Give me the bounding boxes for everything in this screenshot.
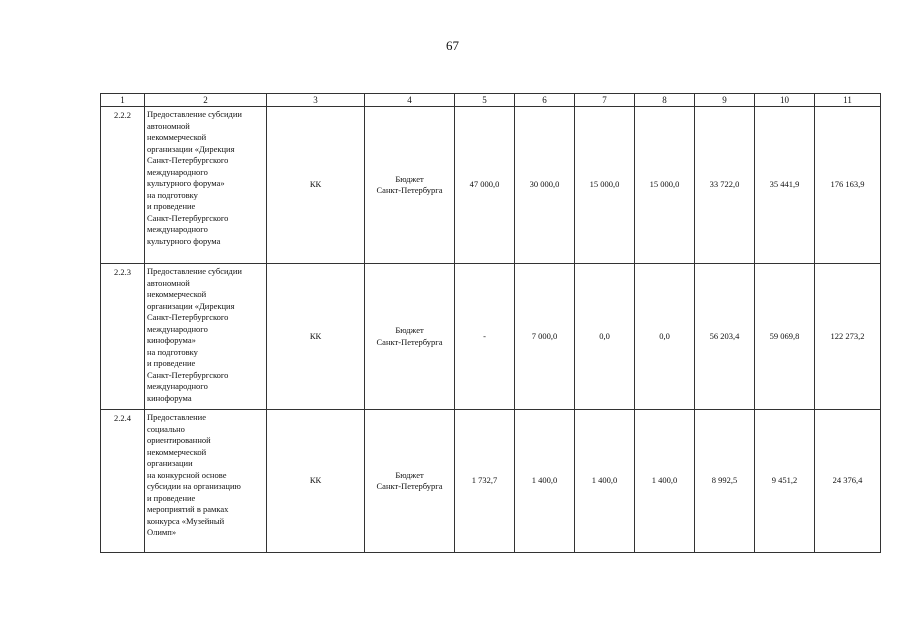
description-line: некоммерческой <box>147 446 207 457</box>
column-header-7: 7 <box>575 94 635 107</box>
column-header-2: 2 <box>145 94 267 107</box>
table-row <box>101 107 881 264</box>
row-code: 2.2.3 <box>101 264 145 410</box>
executor-cell: КК <box>267 107 365 264</box>
value-cell-11: 122 273,2 <box>815 264 881 410</box>
description-line: Олимп» <box>147 527 177 537</box>
value-cell-10: 59 069,8 <box>755 264 815 410</box>
value-cell-7: 0,0 <box>575 264 635 410</box>
value-cell-10: 35 441,9 <box>755 107 815 264</box>
funding-source-line: Бюджет <box>395 173 424 184</box>
column-header-3: 3 <box>267 94 365 107</box>
description-line: на подготовку <box>147 346 198 357</box>
value-cell-6: 30 000,0 <box>515 107 575 264</box>
description-line: Предоставление субсидии <box>147 266 242 276</box>
description-line: международного <box>147 224 208 234</box>
description-line: на подготовку <box>147 189 198 200</box>
value-cell-7: 15 000,0 <box>575 107 635 264</box>
description-line: Санкт-Петербургского <box>147 369 229 380</box>
description-line: ориентированной <box>147 435 211 445</box>
row-description <box>145 264 267 410</box>
description-line: на конкурсной основе <box>147 469 227 480</box>
value-cell-8: 0,0 <box>635 264 695 410</box>
description-line: субсидии на организацию <box>147 481 241 491</box>
row-description <box>145 107 267 264</box>
description-line: международного <box>147 323 208 334</box>
executor-cell: КК <box>267 410 365 553</box>
funding-source-cell <box>365 410 455 553</box>
description-line: конкурса «Музейный <box>147 515 225 526</box>
column-header-4: 4 <box>365 94 455 107</box>
description-line: культурного форума <box>147 235 221 246</box>
description-line: Санкт-Петербургского <box>147 155 229 165</box>
page-number: 67 <box>446 38 459 53</box>
value-cell-9: 56 203,4 <box>695 264 755 410</box>
header-row <box>101 94 881 107</box>
column-header-6: 6 <box>515 94 575 107</box>
column-header-8: 8 <box>635 94 695 107</box>
funding-source-cell <box>365 264 455 410</box>
description-line: кинофорума» <box>147 335 196 345</box>
description-line: некоммерческой <box>147 289 207 299</box>
description-line: и проведение <box>147 492 196 503</box>
description-line: социально <box>147 423 185 434</box>
column-header-10: 10 <box>755 94 815 107</box>
funding-source-line: Бюджет <box>395 325 424 335</box>
description-line: организации «Дирекция <box>147 300 235 311</box>
row-code: 2.2.2 <box>101 107 145 264</box>
description-line: организации <box>147 458 193 468</box>
row-code: 2.2.4 <box>101 410 145 553</box>
value-cell-5: 47 000,0 <box>455 107 515 264</box>
value-cell-11: 24 376,4 <box>815 410 881 553</box>
funding-source-line: Санкт-Петербурга <box>376 481 443 491</box>
description-line: мероприятий в рамках <box>147 504 229 514</box>
value-cell-7: 1 400,0 <box>575 410 635 553</box>
executor-cell: КК <box>267 264 365 410</box>
value-cell-9: 33 722,0 <box>695 107 755 264</box>
funding-source-line: Санкт-Петербурга <box>376 336 443 347</box>
column-header-1: 1 <box>101 94 145 107</box>
description-line: международного <box>147 166 208 177</box>
description-line: и проведение <box>147 358 196 368</box>
description-line: Предоставление субсидии <box>147 109 242 119</box>
value-cell-8: 15 000,0 <box>635 107 695 264</box>
funding-source-line: Бюджет <box>395 469 424 480</box>
description-line: Санкт-Петербургского <box>147 312 229 322</box>
description-line: автономной <box>147 120 190 131</box>
column-header-9: 9 <box>695 94 755 107</box>
budget-table <box>100 93 881 553</box>
column-header-5: 5 <box>455 94 515 107</box>
value-cell-10: 9 451,2 <box>755 410 815 553</box>
value-cell-9: 8 992,5 <box>695 410 755 553</box>
description-line: международного <box>147 381 208 391</box>
value-cell-11: 176 163,9 <box>815 107 881 264</box>
funding-source-line: Санкт-Петербурга <box>376 185 443 195</box>
value-cell-6: 1 400,0 <box>515 410 575 553</box>
row-description <box>145 410 267 553</box>
table-row <box>101 410 881 553</box>
value-cell-5: - <box>455 264 515 410</box>
description-line: некоммерческой <box>147 132 207 142</box>
table-row <box>101 264 881 410</box>
value-cell-6: 7 000,0 <box>515 264 575 410</box>
description-line: и проведение <box>147 201 196 211</box>
column-header-11: 11 <box>815 94 881 107</box>
description-line: организации «Дирекция <box>147 143 235 154</box>
description-line: кинофорума <box>147 392 192 403</box>
funding-source-cell <box>365 107 455 264</box>
value-cell-5: 1 732,7 <box>455 410 515 553</box>
description-line: Санкт-Петербургского <box>147 212 229 223</box>
description-line: Предоставление <box>147 412 206 422</box>
description-line: культурного форума» <box>147 178 225 188</box>
description-line: автономной <box>147 277 190 288</box>
value-cell-8: 1 400,0 <box>635 410 695 553</box>
